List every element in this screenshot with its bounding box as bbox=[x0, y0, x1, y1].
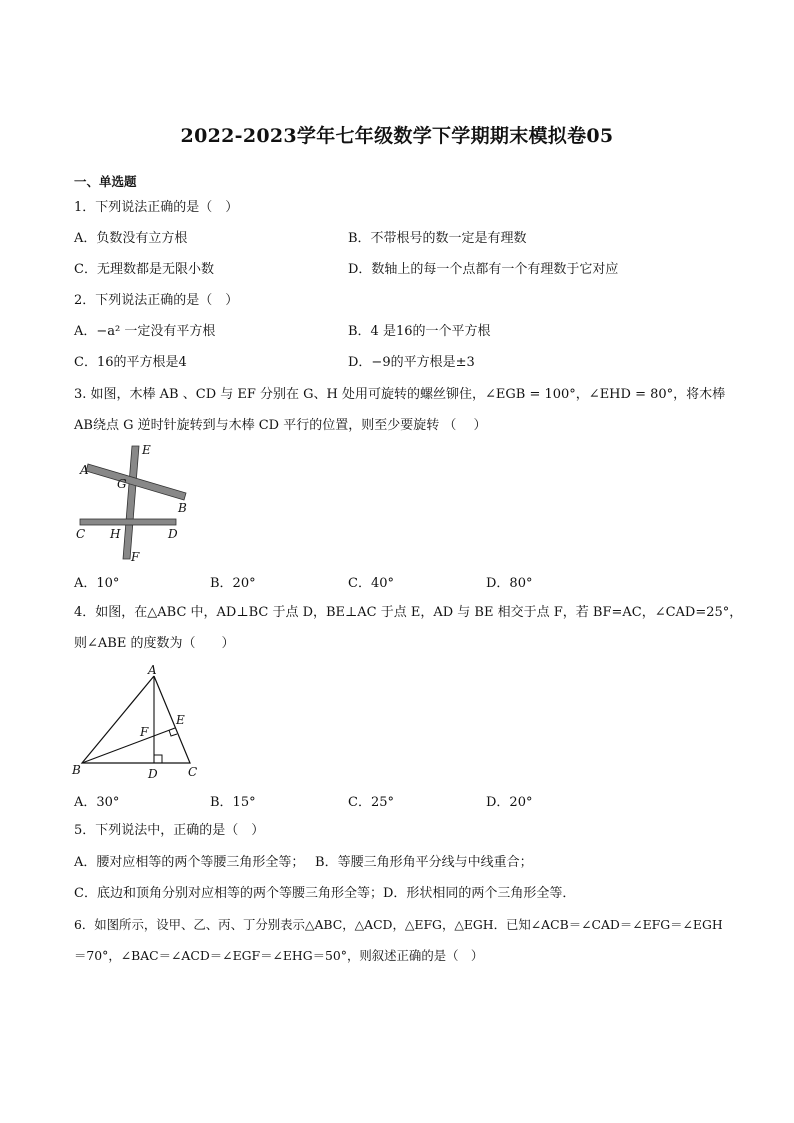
rod-ef bbox=[123, 446, 139, 559]
q3-figure bbox=[70, 440, 200, 565]
right-angle-e bbox=[169, 730, 177, 736]
q3-stem-line1: 3. 如图，木棒 AB 、CD 与 EF 分别在 G、H 处用可旋转的螺丝铆住，∠EGB = 100°，∠EHD = 80°，将木棒 bbox=[74, 387, 726, 402]
triangle-abc bbox=[82, 676, 190, 763]
label-g: G bbox=[117, 477, 127, 491]
page-title: 2022-2023学年七年级数学下学期期末模拟卷05 bbox=[180, 125, 614, 147]
q6-stem-line1: 6．如图所示，设甲、乙、丙、丁分别表示△ABC，△ACD，△EFG，△EGH．已知∠ACB＝∠CAD＝∠EFG＝∠EGH bbox=[74, 917, 723, 932]
q3-option-c: C．40° bbox=[348, 576, 394, 591]
q5-options-cd: C．底边和顶角分别对应相等的两个等腰三角形全等；D．形状相同的两个三角形全等． bbox=[74, 886, 576, 901]
q4-option-a: A．30° bbox=[74, 795, 120, 810]
q2-option-c: C．16的平方根是4 bbox=[74, 355, 187, 370]
q4-stem-line1: 4．如图，在△ABC 中，AD⊥BC 于点 D，BE⊥AC 于点 E，AD 与 BE 相交于点 F，若 BF=AC，∠CAD=25°， bbox=[74, 605, 743, 620]
q2-option-a: A．−a² 一定没有平方根 bbox=[74, 324, 216, 339]
label-b: B bbox=[72, 763, 81, 777]
q1-option-b: B．不带根号的数一定是有理数 bbox=[348, 231, 527, 246]
q1-option-d: D．数轴上的每一个点都有一个有理数于它对应 bbox=[348, 262, 619, 277]
rod-cd bbox=[80, 519, 176, 525]
label-a: A bbox=[148, 664, 157, 677]
q4-stem-line2: 则∠ABE 的度数为（ ） bbox=[74, 636, 235, 651]
q3-option-b: B．20° bbox=[210, 576, 256, 591]
q4-option-b: B．15° bbox=[210, 795, 256, 810]
label-e: E bbox=[142, 443, 151, 457]
q1-option-a: A．负数没有立方根 bbox=[74, 231, 188, 246]
q1-stem: 1．下列说法正确的是（ ） bbox=[74, 200, 239, 215]
q2-option-b: B．4 是16的一个平方根 bbox=[348, 324, 491, 339]
q3-stem-line2: AB绕点 G 逆时针旋转到与木棒 CD 平行的位置，则至少要旋转 （ ） bbox=[74, 418, 487, 433]
q5-options-ab: A．腰对应相等的两个等腰三角形全等； B．等腰三角形角平分线与中线重合； bbox=[74, 855, 533, 870]
q3-option-a: A．10° bbox=[74, 576, 120, 591]
label-f: F bbox=[140, 725, 149, 739]
q6-stem-line2: ＝70°，∠BAC＝∠ACD＝∠EGF＝∠EHG＝50°，则叙述正确的是（ ） bbox=[74, 948, 484, 963]
label-e: E bbox=[176, 713, 185, 727]
q2-option-d: D．−9的平方根是±3 bbox=[348, 355, 475, 370]
q5-stem: 5．下列说法中，正确的是（ ） bbox=[74, 823, 265, 838]
label-b: B bbox=[178, 501, 187, 515]
label-c: C bbox=[188, 765, 198, 779]
label-c: C bbox=[76, 527, 86, 541]
label-h: H bbox=[110, 527, 121, 541]
q4-figure bbox=[68, 664, 208, 784]
label-f: F bbox=[131, 550, 140, 564]
q4-option-d: D．20° bbox=[486, 795, 533, 810]
label-a: A bbox=[80, 463, 89, 477]
section-heading: 一、单选题 bbox=[74, 174, 137, 189]
q3-option-d: D．80° bbox=[486, 576, 533, 591]
q4-option-c: C．25° bbox=[348, 795, 394, 810]
q1-option-c: C．无理数都是无限小数 bbox=[74, 262, 214, 277]
right-angle-d bbox=[154, 755, 162, 763]
label-d: D bbox=[168, 527, 178, 541]
label-d: D bbox=[148, 767, 158, 781]
q2-stem: 2．下列说法正确的是（ ） bbox=[74, 293, 239, 308]
